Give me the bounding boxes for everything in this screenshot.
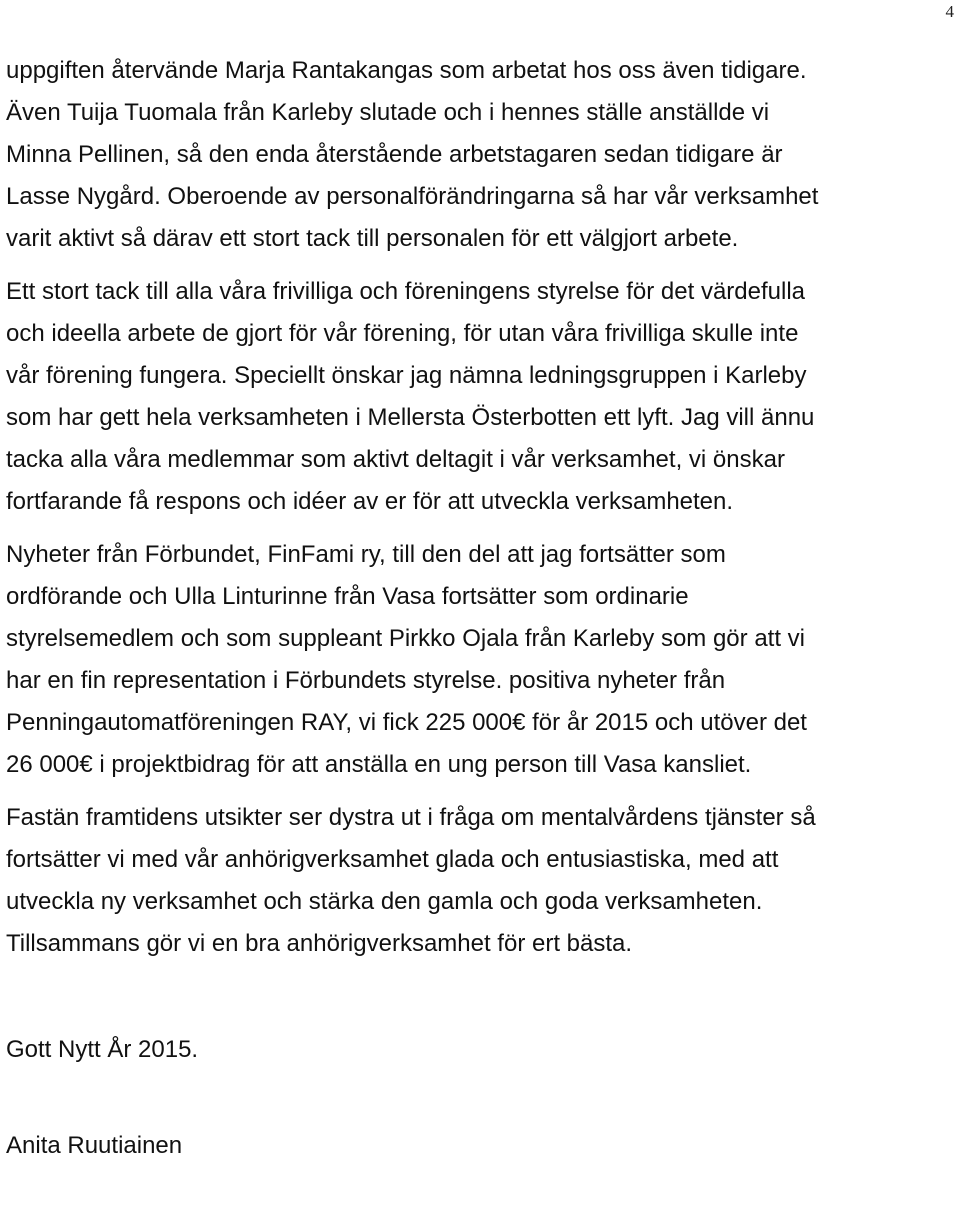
text-line: som har gett hela verksamheten i Mellersta Österbotten ett lyft. Jag vill ännu (6, 404, 815, 431)
paragraph-spacer (6, 523, 956, 534)
text-line: Även Tuija Tuomala från Karleby slutade och i hennes ställe anställde vi (6, 99, 770, 126)
paragraph-spacer (6, 786, 956, 797)
paragraph-outlook (6, 797, 956, 965)
text-line: Nyheter från Förbundet, FinFami ry, till den del att jag fortsätter som (6, 541, 726, 568)
greeting: Gott Nytt År 2015. (6, 1036, 199, 1063)
text-line: Tillsammans gör vi en bra anhörigverksamhet för ert bästa. (6, 930, 633, 957)
paragraph-spacer (6, 965, 956, 1029)
paragraph-thanks-volunteers (6, 271, 956, 523)
page-number: 4 (945, 2, 954, 21)
paragraph-spacer (6, 260, 956, 271)
text-line: Penningautomatföreningen RAY, vi fick 225 000€ för år 2015 och utöver det (6, 709, 807, 736)
document-body (6, 50, 956, 1167)
text-line: Lasse Nygård. Oberoende av personalförändringarna så har vår verksamhet (6, 183, 819, 210)
paragraph-spacer (6, 1071, 956, 1125)
text-line: fortsätter vi med vår anhörigverksamhet glada och entusiastiska, med att (6, 846, 779, 873)
text-line: utveckla ny verksamhet och stärka den gamla och goda verksamheten. (6, 888, 763, 915)
paragraph-staff-changes (6, 50, 956, 260)
text-line: varit aktivt så därav ett stort tack till personalen för ett välgjort arbete. (6, 225, 739, 252)
text-line: Ett stort tack till alla våra frivilliga och föreningens styrelse för det värdefulla (6, 278, 806, 305)
text-line: och ideella arbete de gjort för vår förening, för utan våra frivilliga skulle inte (6, 320, 799, 347)
text-line: vår förening fungera. Speciellt önskar jag nämna ledningsgruppen i Karleby (6, 362, 807, 389)
text-line: tacka alla våra medlemmar som aktivt deltagit i vår verksamhet, vi önskar (6, 446, 785, 473)
text-line: har en fin representation i Förbundets styrelse. positiva nyheter från (6, 667, 726, 694)
text-line: uppgiften återvände Marja Rantakangas som arbetat hos oss även tidigare. (6, 57, 807, 84)
text-line: fortfarande få respons och idéer av er för att utveckla verksamheten. (6, 488, 734, 515)
paragraph-federation-news (6, 534, 956, 786)
text-line: ordförande och Ulla Linturinne från Vasa fortsätter som ordinarie (6, 583, 689, 610)
text-line: Minna Pellinen, så den enda återstående arbetstagaren sedan tidigare är (6, 141, 783, 168)
text-line: styrelsemedlem och som suppleant Pirkko Ojala från Karleby som gör att vi (6, 625, 805, 652)
text-line: Fastän framtidens utsikter ser dystra ut i fråga om mentalvårdens tjänster så (6, 804, 816, 831)
text-line: 26 000€ i projektbidrag för att anställa en ung person till Vasa kansliet. (6, 751, 752, 778)
signature: Anita Ruutiainen (6, 1132, 183, 1159)
